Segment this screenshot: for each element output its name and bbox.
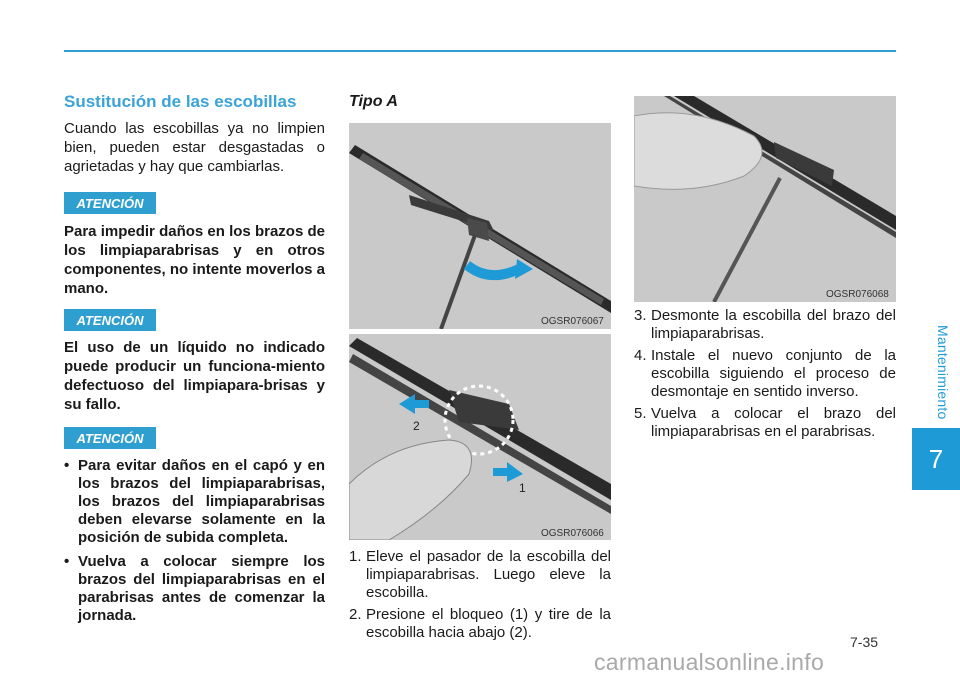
warning-text-1: Para impedir daños en los brazos de los limpiaparabrisas y en otros componentes, no intente moverlos a mano. <box>64 223 325 297</box>
warning-badge-2: ATENCIÓN <box>64 309 156 331</box>
step-text: Vuelva a colocar el brazo del limpiaparabrisas en el parabrisas. <box>651 405 896 440</box>
step-number: 4. <box>634 347 647 364</box>
step-item <box>634 347 896 401</box>
watermark: carmanualsonline.info <box>594 649 825 675</box>
step-number: 5. <box>634 405 647 422</box>
warning-badge-3: ATENCIÓN <box>64 427 156 449</box>
step-text: Desmonte la escobilla del brazo del limpiaparabrisas. <box>651 307 896 342</box>
step-item <box>349 548 611 602</box>
wiper-blade-illustration-2 <box>349 334 611 540</box>
bullet-item: • Para evitar daños en el capó y en los brazos del limpiaparabrisas, los brazos del limpiaparabrisas deben elevarse solamente en la posición de subida completa. <box>64 457 325 547</box>
wiper-blade-illustration-1 <box>349 123 611 329</box>
step-item <box>349 606 611 642</box>
figure-caption-1: OGSR076067 <box>541 316 604 327</box>
chapter-tab: 7 <box>912 428 960 490</box>
step-number: 1. <box>349 548 362 565</box>
top-divider <box>64 50 896 52</box>
bullet-item: • Vuelva a colocar siempre los brazos del limpiaparabrisas en el parabrisas antes de comenzar la jornada. <box>64 553 325 625</box>
subheading: Tipo A <box>349 93 398 110</box>
figure-caption-3: OGSR076068 <box>826 289 889 300</box>
wiper-blade-illustration-3 <box>634 96 896 302</box>
step-text: Presione el bloqueo (1) y tire de la escobilla hacia abajo (2). <box>366 606 611 641</box>
warning-badge-1: ATENCIÓN <box>64 192 156 214</box>
warning-bullet-list <box>64 457 325 631</box>
page-number: 7-35 <box>850 634 879 650</box>
callout-2: 2 <box>413 419 420 433</box>
warning-text-2: El uso de un líquido no indicado puede producir un funciona-miento defectuoso del limpiapara-brisas y su fallo. <box>64 339 325 413</box>
steps-list-1 <box>349 548 611 646</box>
figure-caption-2: OGSR076066 <box>541 528 604 539</box>
wiper-figure-2 <box>349 334 611 540</box>
intro-paragraph: Cuando las escobillas ya no limpien bien, pueden estar desgastadas o agrietadas y hay que cambiarlas. <box>64 120 325 175</box>
section-title: Sustitución de las escobillas <box>64 92 297 111</box>
steps-list-2 <box>634 307 896 445</box>
wiper-figure-1 <box>349 123 611 329</box>
step-text: Instale el nuevo conjunto de la escobilla siguiendo el proceso de desmontaje en sentido inverso. <box>651 347 896 400</box>
step-number: 2. <box>349 606 362 623</box>
chapter-label: Mantenimiento <box>935 325 951 420</box>
step-number: 3. <box>634 307 647 324</box>
step-text: Eleve el pasador de la escobilla del limpiaparabrisas. Luego eleve la escobilla. <box>366 548 611 601</box>
callout-1: 1 <box>519 481 526 495</box>
wiper-figure-3 <box>634 96 896 302</box>
step-item <box>634 405 896 441</box>
step-item <box>634 307 896 343</box>
